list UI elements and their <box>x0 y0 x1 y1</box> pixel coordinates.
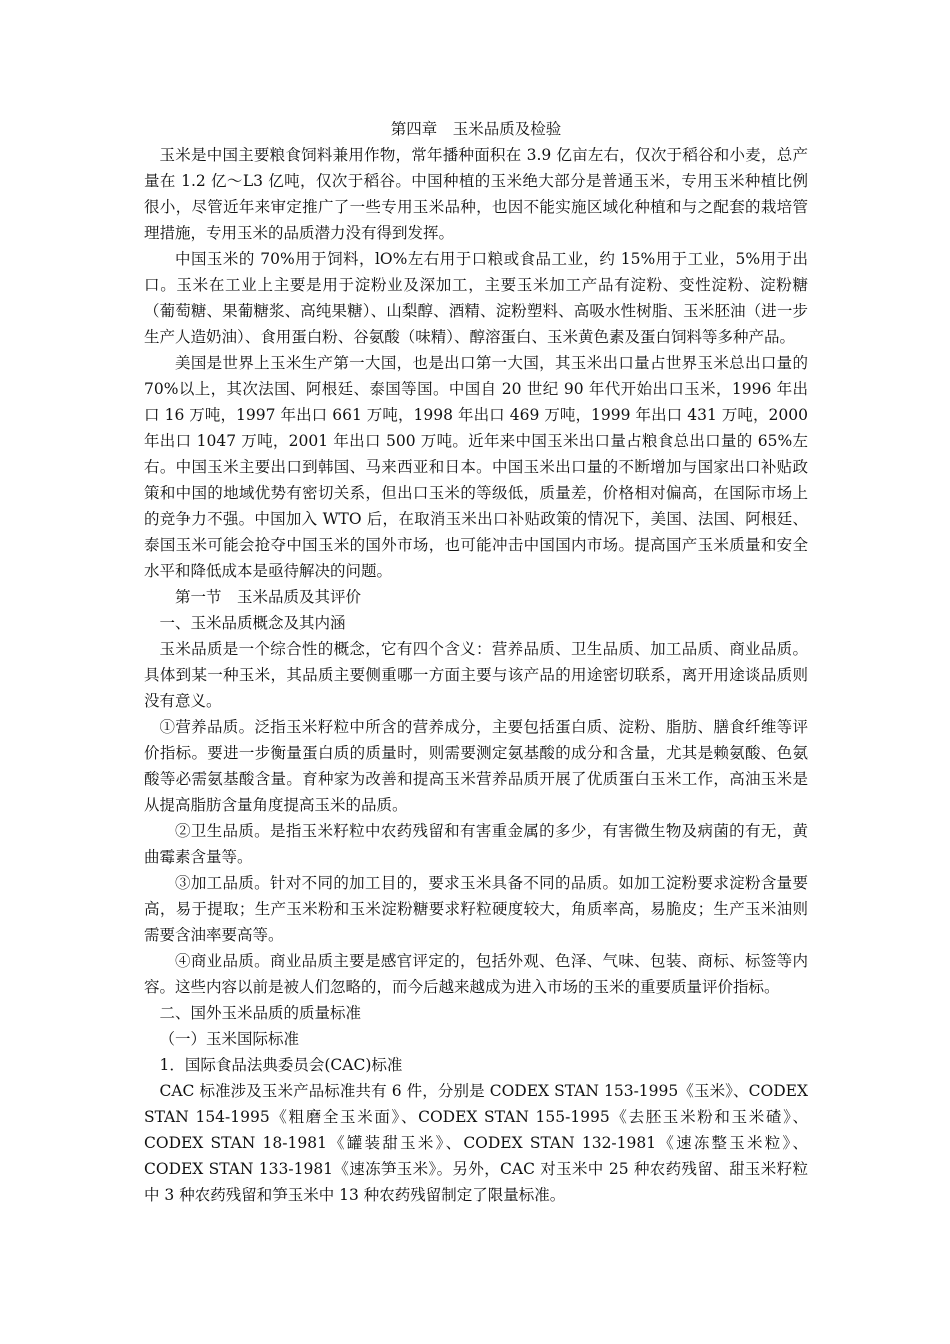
intro-paragraph-2: 中国玉米的 70%用于饲料，lO%左右用于口粮或食品工业，约 15%用于工业，5%用于出口。玉米在工业上主要是用于淀粉业及深加工，主要玉米加工产品有淀粉、变性淀粉、淀粉糖（葡萄糖、果葡糖浆、高纯果糖）、山梨醇、酒精、淀粉塑料、高吸水性树脂、玉米胚油（进一步生产人造奶油）、食用蛋白粉、谷氨酸（味精）、醇溶蛋白、玉米黄色素及蛋白饲料等多种产品。 <box>144 250 808 346</box>
commercial-quality-paragraph: ④商业品质。商业品质主要是感官评定的，包括外观、色泽、气味、包装、商标、标签等内容。这些内容以前是被人们忽略的，而今后越来越成为进入市场的玉米的重要质量评价指标。 <box>144 952 808 996</box>
subsection-heading-2-1-1: 1．国际食品法典委员会(CAC)标准 <box>159 1056 403 1074</box>
quality-concept-paragraph: 玉米品质是一个综合性的概念，它有四个含义：营养品质、卫生品质、加工品质、商业品质。具体到某一种玉米，其品质主要侧重哪一方面主要与该产品的用途密切联系，离开用途谈品质则没有意义。 <box>144 640 808 710</box>
document-page <box>144 116 808 1208</box>
processing-quality-paragraph: ③加工品质。针对不同的加工目的，要求玉米具备不同的品质。如加工淀粉要求淀粉含量要高，易于提取；生产玉米粉和玉米淀粉糖要求籽粒硬度较大，角质率高，易脆皮；生产玉米油则需要含油率要高等。 <box>144 874 808 944</box>
nutrition-quality-paragraph: ①营养品质。泛指玉米籽粒中所含的营养成分，主要包括蛋白质、淀粉、脂肪、膳食纤维等评价指标。要进一步衡量蛋白质的质量时，则需要测定氨基酸的成分和含量，尤其是赖氨酸、色氨酸等必需氨基酸含量。育种家为改善和提高玉米营养品质开展了优质蛋白玉米工作，高油玉米是从提高脂肪含量角度提高玉米的品质。 <box>144 718 808 814</box>
section-title: 第一节 玉米品质及其评价 <box>175 588 362 606</box>
chapter-title: 第四章 玉米品质及检验 <box>390 120 562 138</box>
intro-paragraph-3: 美国是世界上玉米生产第一大国，也是出口第一大国，其玉米出口量占世界玉米总出口量的 70%以上，其次法国、阿根廷、泰国等国。中国自 20 世纪 90 年代开始出口玉米，1996 年出口 16 万吨，1997 年出口 661 万吨，1998 年出口 469 万吨，1999 年出口 431 万吨，2000 年出口 1047 万吨，2001 年出口 500 万吨。近年来中国玉米出口量占粮食总出口量的 65%左右。中国玉米主要出口到韩国、马来西亚和日本。中国玉米出口量的不断增加与国家出口补贴政策和中国的地域优势有密切关系，但出口玉米的等级低，质量差，价格相对偏高，在国际市场上的竞争力不强。中国加入 WTO 后，在取消玉米出口补贴政策的情况下，美国、法国、阿根廷、泰国玉米可能会抢夺中国玉米的国外市场，也可能冲击中国国内市场。提高国产玉米质量和安全水平和降低成本是亟待解决的问题。 <box>144 354 808 580</box>
subsection-heading-1: 一、玉米品质概念及其内涵 <box>159 614 346 632</box>
subsection-heading-2: 二、国外玉米品质的质量标准 <box>159 1004 362 1022</box>
intro-paragraph-1: 玉米是中国主要粮食饲料兼用作物，常年播种面积在 3.9 亿亩左右，仅次于稻谷和小麦，总产量在 1.2 亿～L3 亿吨，仅次于稻谷。中国种植的玉米绝大部分是普通玉米，专用玉米种植比例很小，尽管近年来审定推广了一些专用玉米品种，也因不能实施区域化种植和与之配套的栽培管理措施，专用玉米的品质潜力没有得到发挥。 <box>144 146 808 242</box>
subsection-heading-2-1: （一）玉米国际标准 <box>159 1030 300 1048</box>
hygiene-quality-paragraph: ②卫生品质。是指玉米籽粒中农药残留和有害重金属的多少，有害微生物及病菌的有无，黄曲霉素含量等。 <box>144 822 808 866</box>
cac-standards-paragraph: CAC 标准涉及玉米产品标准共有 6 件，分别是 CODEX STAN 153-1995《玉米》、CODEX STAN 154-1995《粗磨全玉米面》、CODEX STAN 155-1995《去胚玉米粉和玉米碴》、CODEX STAN 18-1981《罐装甜玉米》、CODEX STAN 132-1981《速冻整玉米粒》、CODEX STAN 133-1981《速冻笋玉米》。另外，CAC 对玉米中 25 种农药残留、甜玉米籽粒中 3 种农药残留和笋玉米中 13 种农药残留制定了限量标准。 <box>144 1082 808 1204</box>
